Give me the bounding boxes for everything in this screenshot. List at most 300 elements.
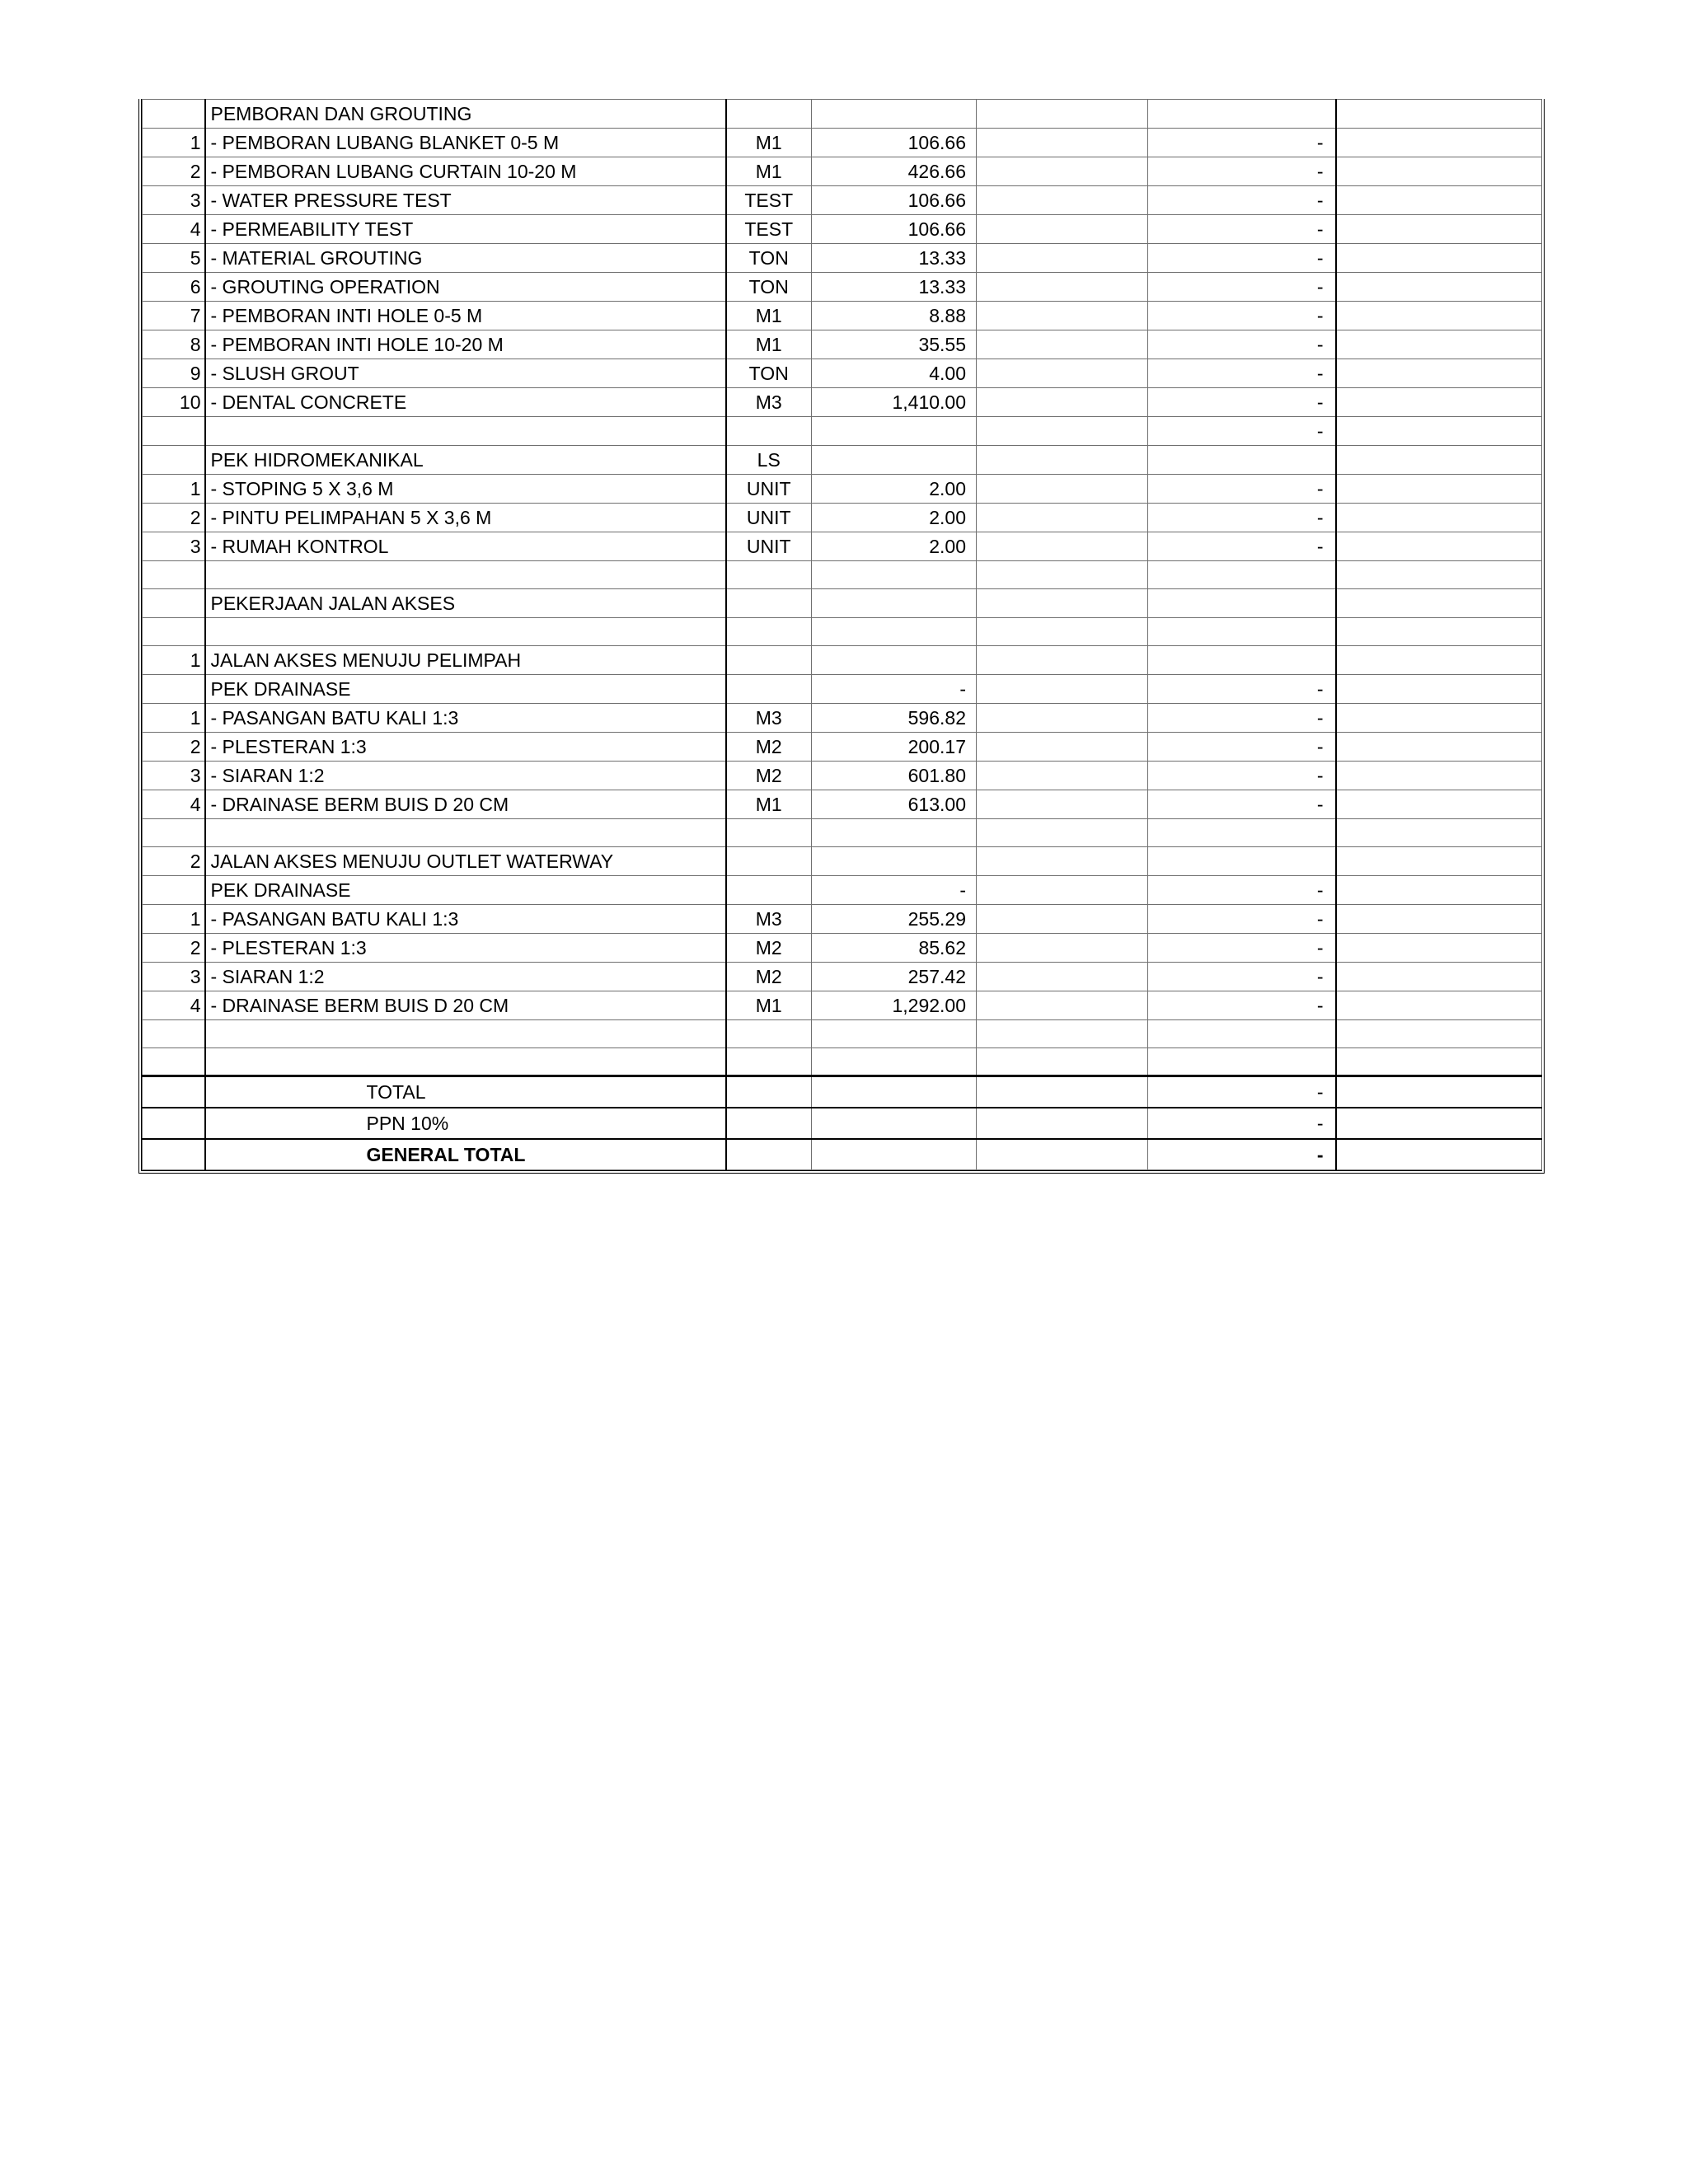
item-number-cell: 4	[143, 790, 205, 819]
totals-number-cell	[143, 1076, 205, 1108]
table-row	[143, 273, 1542, 302]
table-row	[143, 302, 1542, 330]
unit-cell: TON	[726, 273, 812, 302]
table-row	[143, 790, 1542, 819]
table-row	[143, 129, 1542, 157]
unit-price-cell	[977, 100, 1148, 129]
remarks-cell	[1336, 646, 1542, 675]
unit-cell: M1	[726, 790, 812, 819]
description-cell: - DENTAL CONCRETE	[205, 388, 726, 417]
table-row	[143, 186, 1542, 215]
quantity-cell	[812, 819, 977, 847]
unit-price-cell	[977, 244, 1148, 273]
description-cell: - SIARAN 1:2	[205, 762, 726, 790]
amount-cell: -	[1148, 359, 1336, 388]
totals-remarks-cell	[1336, 1076, 1542, 1108]
amount-cell: -	[1148, 532, 1336, 561]
quantity-cell	[812, 618, 977, 646]
unit-cell: TEST	[726, 215, 812, 244]
unit-price-cell	[977, 504, 1148, 532]
quantity-cell: 4.00	[812, 359, 977, 388]
table-row	[143, 446, 1542, 475]
totals-price-cell	[977, 1139, 1148, 1170]
remarks-cell	[1336, 876, 1542, 905]
quantity-cell: 106.66	[812, 215, 977, 244]
description-cell: - RUMAH KONTROL	[205, 532, 726, 561]
table-row	[143, 762, 1542, 790]
item-number-cell	[143, 819, 205, 847]
remarks-cell	[1336, 446, 1542, 475]
remarks-cell	[1336, 273, 1542, 302]
amount-cell: -	[1148, 475, 1336, 504]
table-row	[143, 532, 1542, 561]
unit-price-cell	[977, 157, 1148, 186]
item-number-cell: 1	[143, 129, 205, 157]
quantity-cell: -	[812, 675, 977, 704]
amount-cell: -	[1148, 302, 1336, 330]
item-number-cell	[143, 100, 205, 129]
table-row	[143, 991, 1542, 1020]
totals-price-cell	[977, 1076, 1148, 1108]
remarks-cell	[1336, 417, 1542, 446]
description-cell: PEK DRAINASE	[205, 876, 726, 905]
unit-price-cell	[977, 1048, 1148, 1076]
description-cell	[205, 561, 726, 589]
table-row	[143, 963, 1542, 991]
table-row	[143, 1048, 1542, 1076]
description-cell: - DRAINASE BERM BUIS D 20 CM	[205, 790, 726, 819]
amount-cell	[1148, 1020, 1336, 1048]
description-cell: - SLUSH GROUT	[205, 359, 726, 388]
amount-cell: -	[1148, 157, 1336, 186]
amount-cell	[1148, 646, 1336, 675]
cost-estimate-sheet	[138, 99, 1545, 1174]
unit-price-cell	[977, 561, 1148, 589]
amount-cell	[1148, 446, 1336, 475]
table-row	[143, 330, 1542, 359]
item-number-cell: 4	[143, 215, 205, 244]
remarks-cell	[1336, 675, 1542, 704]
totals-quantity-cell	[812, 1108, 977, 1139]
description-cell: - PLESTERAN 1:3	[205, 733, 726, 762]
unit-price-cell	[977, 618, 1148, 646]
item-number-cell	[143, 446, 205, 475]
table-row	[143, 157, 1542, 186]
description-cell: - PINTU PELIMPAHAN 5 X 3,6 M	[205, 504, 726, 532]
totals-remarks-cell	[1336, 1139, 1542, 1170]
unit-price-cell	[977, 475, 1148, 504]
unit-cell: UNIT	[726, 504, 812, 532]
table-row	[143, 561, 1542, 589]
description-cell	[205, 1048, 726, 1076]
totals-remarks-cell	[1336, 1108, 1542, 1139]
table-row	[143, 733, 1542, 762]
item-number-cell	[143, 1048, 205, 1076]
quantity-cell	[812, 847, 977, 876]
amount-cell	[1148, 819, 1336, 847]
amount-cell: -	[1148, 991, 1336, 1020]
remarks-cell	[1336, 704, 1542, 733]
unit-cell: TON	[726, 359, 812, 388]
quantity-cell: 596.82	[812, 704, 977, 733]
table-row	[143, 1020, 1542, 1048]
item-number-cell	[143, 675, 205, 704]
amount-cell: -	[1148, 244, 1336, 273]
quantity-cell: -	[812, 876, 977, 905]
item-number-cell: 2	[143, 733, 205, 762]
amount-cell: -	[1148, 504, 1336, 532]
quantity-cell: 257.42	[812, 963, 977, 991]
amount-cell	[1148, 100, 1336, 129]
unit-cell	[726, 1020, 812, 1048]
unit-cell	[726, 646, 812, 675]
unit-price-cell	[977, 417, 1148, 446]
description-cell: - GROUTING OPERATION	[205, 273, 726, 302]
description-cell: PEK DRAINASE	[205, 675, 726, 704]
remarks-cell	[1336, 1048, 1542, 1076]
unit-cell	[726, 561, 812, 589]
unit-cell	[726, 417, 812, 446]
description-cell: - PEMBORAN LUBANG BLANKET 0-5 M	[205, 129, 726, 157]
quantity-cell	[812, 1020, 977, 1048]
quantity-cell: 13.33	[812, 244, 977, 273]
totals-number-cell	[143, 1108, 205, 1139]
item-number-cell: 4	[143, 991, 205, 1020]
remarks-cell	[1336, 847, 1542, 876]
totals-label: GENERAL TOTAL	[205, 1139, 726, 1170]
remarks-cell	[1336, 618, 1542, 646]
remarks-cell	[1336, 475, 1542, 504]
totals-section	[143, 1076, 1542, 1170]
description-cell: - PLESTERAN 1:3	[205, 934, 726, 963]
unit-cell: M1	[726, 991, 812, 1020]
table-row	[143, 646, 1542, 675]
quantity-cell	[812, 417, 977, 446]
amount-cell: -	[1148, 963, 1336, 991]
totals-number-cell	[143, 1139, 205, 1170]
remarks-cell	[1336, 963, 1542, 991]
table-row	[143, 905, 1542, 934]
totals-unit-cell	[726, 1076, 812, 1108]
table-row	[143, 215, 1542, 244]
unit-cell: M3	[726, 905, 812, 934]
bill-of-quantities-table	[142, 99, 1542, 1170]
description-cell: JALAN AKSES MENUJU OUTLET WATERWAY	[205, 847, 726, 876]
unit-price-cell	[977, 991, 1148, 1020]
description-cell	[205, 618, 726, 646]
amount-cell	[1148, 847, 1336, 876]
totals-quantity-cell	[812, 1139, 977, 1170]
unit-cell	[726, 876, 812, 905]
amount-cell: -	[1148, 876, 1336, 905]
remarks-cell	[1336, 215, 1542, 244]
table-row	[143, 704, 1542, 733]
quantity-cell: 35.55	[812, 330, 977, 359]
remarks-cell	[1336, 100, 1542, 129]
totals-unit-cell	[726, 1108, 812, 1139]
item-number-cell	[143, 876, 205, 905]
remarks-cell	[1336, 129, 1542, 157]
unit-cell	[726, 675, 812, 704]
table-row	[143, 100, 1542, 129]
unit-price-cell	[977, 215, 1148, 244]
quantity-cell: 2.00	[812, 504, 977, 532]
unit-price-cell	[977, 790, 1148, 819]
quantity-cell: 106.66	[812, 186, 977, 215]
quantity-cell: 106.66	[812, 129, 977, 157]
quantity-cell: 1,292.00	[812, 991, 977, 1020]
unit-price-cell	[977, 847, 1148, 876]
unit-cell: UNIT	[726, 475, 812, 504]
description-cell: PEK HIDROMEKANIKAL	[205, 446, 726, 475]
table-body	[143, 100, 1542, 1076]
totals-price-cell	[977, 1108, 1148, 1139]
unit-cell: M3	[726, 704, 812, 733]
unit-cell: TON	[726, 244, 812, 273]
item-number-cell	[143, 589, 205, 618]
unit-price-cell	[977, 302, 1148, 330]
totals-row	[143, 1076, 1542, 1108]
description-cell: - WATER PRESSURE TEST	[205, 186, 726, 215]
unit-price-cell	[977, 733, 1148, 762]
totals-amount: -	[1148, 1139, 1336, 1170]
amount-cell: -	[1148, 675, 1336, 704]
amount-cell: -	[1148, 388, 1336, 417]
quantity-cell	[812, 1048, 977, 1076]
item-number-cell: 2	[143, 934, 205, 963]
item-number-cell: 3	[143, 963, 205, 991]
remarks-cell	[1336, 504, 1542, 532]
description-cell	[205, 819, 726, 847]
totals-label: TOTAL	[205, 1076, 726, 1108]
remarks-cell	[1336, 532, 1542, 561]
remarks-cell	[1336, 934, 1542, 963]
quantity-cell	[812, 561, 977, 589]
quantity-cell: 601.80	[812, 762, 977, 790]
unit-price-cell	[977, 186, 1148, 215]
table-row	[143, 504, 1542, 532]
item-number-cell	[143, 618, 205, 646]
totals-unit-cell	[726, 1139, 812, 1170]
amount-cell: -	[1148, 186, 1336, 215]
unit-cell: UNIT	[726, 532, 812, 561]
table-row	[143, 589, 1542, 618]
unit-cell	[726, 847, 812, 876]
description-cell: - PEMBORAN LUBANG CURTAIN 10-20 M	[205, 157, 726, 186]
table-row	[143, 847, 1542, 876]
unit-cell: M1	[726, 302, 812, 330]
description-cell: - PASANGAN BATU KALI 1:3	[205, 905, 726, 934]
amount-cell: -	[1148, 273, 1336, 302]
unit-price-cell	[977, 532, 1148, 561]
totals-label: PPN 10%	[205, 1108, 726, 1139]
item-number-cell: 9	[143, 359, 205, 388]
item-number-cell	[143, 417, 205, 446]
item-number-cell: 10	[143, 388, 205, 417]
unit-cell: M2	[726, 934, 812, 963]
description-cell: - STOPING 5 X 3,6 M	[205, 475, 726, 504]
remarks-cell	[1336, 991, 1542, 1020]
amount-cell	[1148, 589, 1336, 618]
quantity-cell: 2.00	[812, 475, 977, 504]
unit-cell: M3	[726, 388, 812, 417]
unit-price-cell	[977, 273, 1148, 302]
description-cell: - PEMBORAN INTI HOLE 0-5 M	[205, 302, 726, 330]
unit-price-cell	[977, 905, 1148, 934]
quantity-cell: 13.33	[812, 273, 977, 302]
description-cell: - PERMEABILITY TEST	[205, 215, 726, 244]
table-row	[143, 876, 1542, 905]
table-row	[143, 388, 1542, 417]
item-number-cell: 1	[143, 704, 205, 733]
unit-price-cell	[977, 819, 1148, 847]
unit-cell: M2	[726, 963, 812, 991]
quantity-cell: 2.00	[812, 532, 977, 561]
unit-cell: M2	[726, 762, 812, 790]
description-cell: - DRAINASE BERM BUIS D 20 CM	[205, 991, 726, 1020]
unit-price-cell	[977, 934, 1148, 963]
unit-price-cell	[977, 646, 1148, 675]
quantity-cell: 200.17	[812, 733, 977, 762]
amount-cell: -	[1148, 129, 1336, 157]
table-row	[143, 675, 1542, 704]
unit-price-cell	[977, 589, 1148, 618]
item-number-cell: 2	[143, 504, 205, 532]
item-number-cell: 6	[143, 273, 205, 302]
amount-cell: -	[1148, 905, 1336, 934]
item-number-cell: 7	[143, 302, 205, 330]
amount-cell: -	[1148, 790, 1336, 819]
remarks-cell	[1336, 359, 1542, 388]
quantity-cell	[812, 446, 977, 475]
quantity-cell: 1,410.00	[812, 388, 977, 417]
quantity-cell	[812, 646, 977, 675]
remarks-cell	[1336, 186, 1542, 215]
amount-cell: -	[1148, 704, 1336, 733]
description-cell: - MATERIAL GROUTING	[205, 244, 726, 273]
unit-price-cell	[977, 675, 1148, 704]
remarks-cell	[1336, 762, 1542, 790]
unit-price-cell	[977, 963, 1148, 991]
quantity-cell	[812, 100, 977, 129]
item-number-cell: 3	[143, 532, 205, 561]
totals-quantity-cell	[812, 1076, 977, 1108]
remarks-cell	[1336, 905, 1542, 934]
quantity-cell: 8.88	[812, 302, 977, 330]
amount-cell: -	[1148, 417, 1336, 446]
unit-price-cell	[977, 388, 1148, 417]
item-number-cell: 3	[143, 186, 205, 215]
table-row	[143, 475, 1542, 504]
item-number-cell: 1	[143, 475, 205, 504]
remarks-cell	[1336, 302, 1542, 330]
item-number-cell: 3	[143, 762, 205, 790]
item-number-cell: 2	[143, 157, 205, 186]
quantity-cell: 426.66	[812, 157, 977, 186]
quantity-cell	[812, 589, 977, 618]
table-row	[143, 618, 1542, 646]
description-cell	[205, 1020, 726, 1048]
description-cell: PEMBORAN DAN GROUTING	[205, 100, 726, 129]
totals-amount: -	[1148, 1076, 1336, 1108]
table-row	[143, 359, 1542, 388]
quantity-cell: 613.00	[812, 790, 977, 819]
totals-row	[143, 1108, 1542, 1139]
unit-cell: TEST	[726, 186, 812, 215]
item-number-cell	[143, 561, 205, 589]
remarks-cell	[1336, 244, 1542, 273]
unit-cell: LS	[726, 446, 812, 475]
table-row	[143, 934, 1542, 963]
amount-cell	[1148, 561, 1336, 589]
description-cell	[205, 417, 726, 446]
item-number-cell	[143, 1020, 205, 1048]
totals-amount: -	[1148, 1108, 1336, 1139]
amount-cell	[1148, 1048, 1336, 1076]
remarks-cell	[1336, 819, 1542, 847]
unit-cell: M1	[726, 157, 812, 186]
amount-cell	[1148, 618, 1336, 646]
amount-cell: -	[1148, 762, 1336, 790]
unit-price-cell	[977, 129, 1148, 157]
unit-price-cell	[977, 876, 1148, 905]
remarks-cell	[1336, 388, 1542, 417]
unit-price-cell	[977, 446, 1148, 475]
table-row	[143, 417, 1542, 446]
amount-cell: -	[1148, 733, 1336, 762]
remarks-cell	[1336, 589, 1542, 618]
quantity-cell: 255.29	[812, 905, 977, 934]
remarks-cell	[1336, 733, 1542, 762]
remarks-cell	[1336, 330, 1542, 359]
item-number-cell: 1	[143, 646, 205, 675]
remarks-cell	[1336, 157, 1542, 186]
amount-cell: -	[1148, 934, 1336, 963]
unit-price-cell	[977, 1020, 1148, 1048]
table-row	[143, 819, 1542, 847]
unit-cell	[726, 618, 812, 646]
description-cell: - SIARAN 1:2	[205, 963, 726, 991]
remarks-cell	[1336, 1020, 1542, 1048]
item-number-cell: 2	[143, 847, 205, 876]
description-cell: JALAN AKSES MENUJU PELIMPAH	[205, 646, 726, 675]
unit-price-cell	[977, 359, 1148, 388]
description-cell: - PASANGAN BATU KALI 1:3	[205, 704, 726, 733]
table-row	[143, 244, 1542, 273]
remarks-cell	[1336, 790, 1542, 819]
unit-cell	[726, 1048, 812, 1076]
remarks-cell	[1336, 561, 1542, 589]
unit-cell	[726, 589, 812, 618]
unit-cell: M1	[726, 129, 812, 157]
item-number-cell: 5	[143, 244, 205, 273]
unit-cell	[726, 100, 812, 129]
unit-price-cell	[977, 330, 1148, 359]
description-cell: PEKERJAAN JALAN AKSES	[205, 589, 726, 618]
amount-cell: -	[1148, 330, 1336, 359]
totals-row	[143, 1139, 1542, 1170]
item-number-cell: 1	[143, 905, 205, 934]
unit-price-cell	[977, 762, 1148, 790]
amount-cell: -	[1148, 215, 1336, 244]
unit-cell	[726, 819, 812, 847]
unit-price-cell	[977, 704, 1148, 733]
unit-cell: M1	[726, 330, 812, 359]
description-cell: - PEMBORAN INTI HOLE 10-20 M	[205, 330, 726, 359]
item-number-cell: 8	[143, 330, 205, 359]
unit-cell: M2	[726, 733, 812, 762]
quantity-cell: 85.62	[812, 934, 977, 963]
